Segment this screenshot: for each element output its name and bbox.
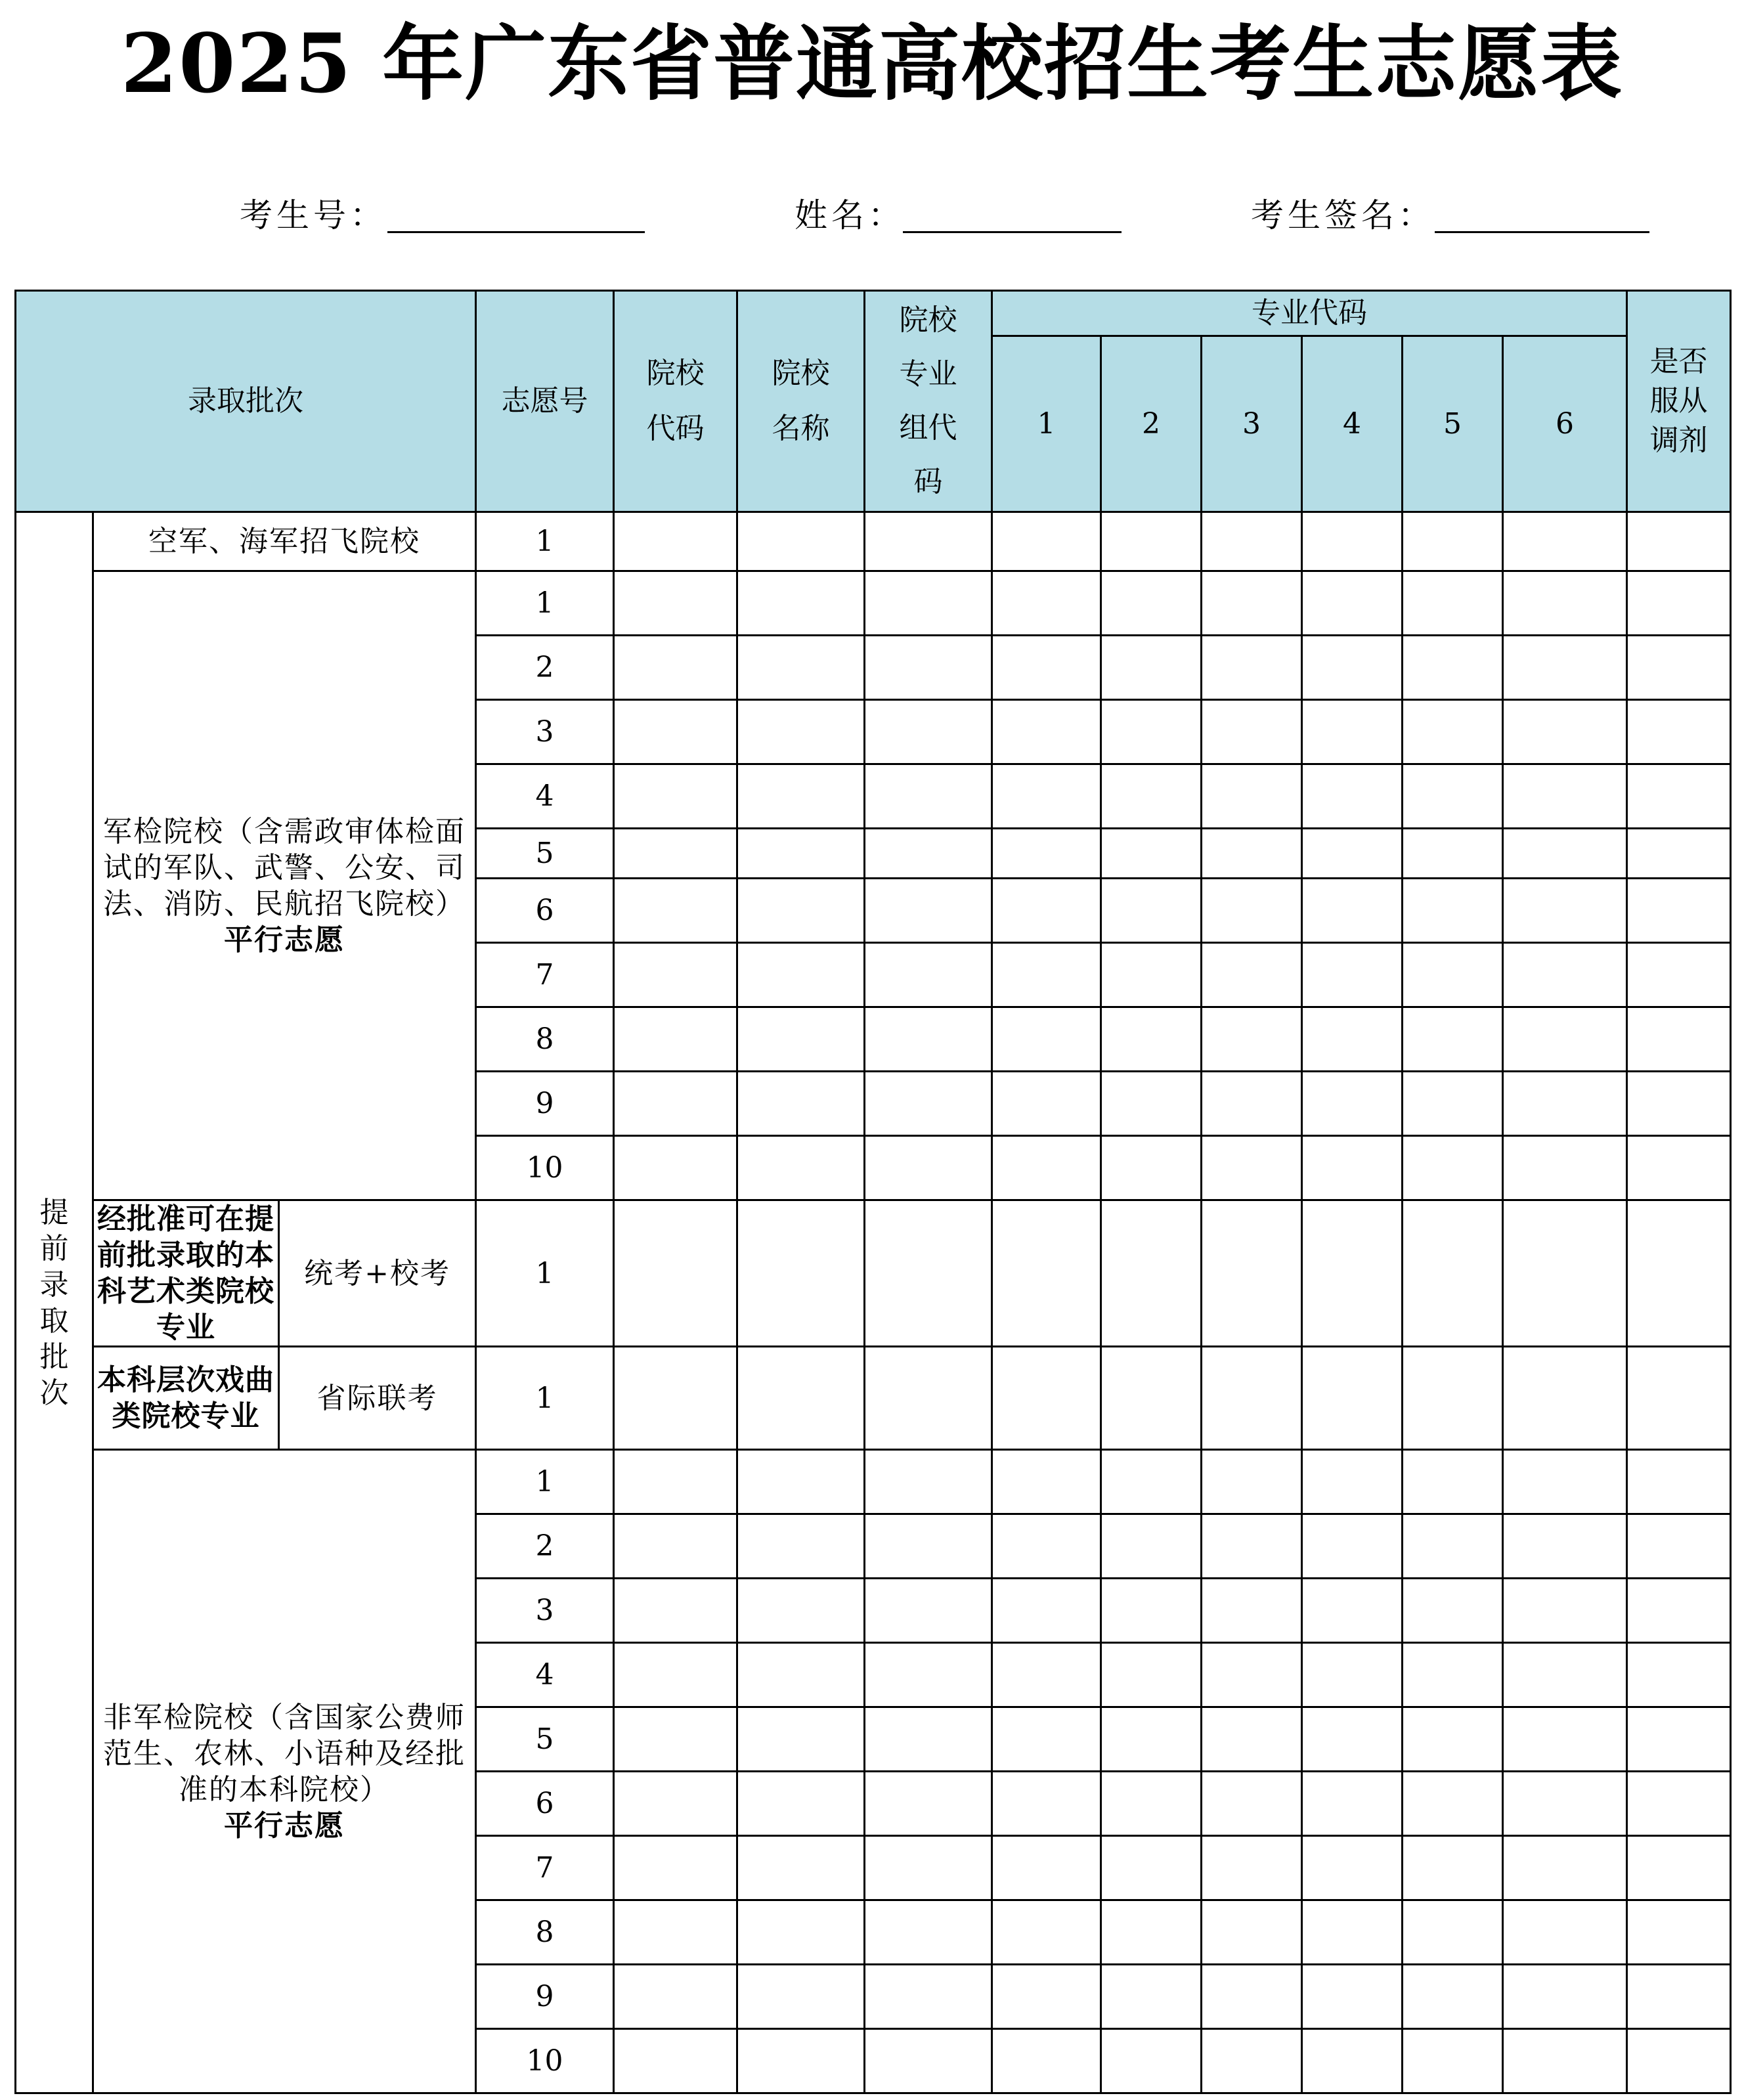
entry-cell[interactable] [1627,1200,1731,1347]
entry-cell[interactable] [1101,879,1202,943]
entry-cell[interactable] [1101,764,1202,829]
entry-cell[interactable] [1503,1772,1627,1836]
entry-cell[interactable] [1302,1772,1403,1836]
wish-number: 8 [476,1900,614,1965]
entry-cell[interactable] [614,700,737,764]
entry-cell[interactable] [1101,571,1202,636]
header-major-3: 3 [1202,336,1302,512]
entry-cell[interactable] [614,1450,737,1514]
entry-cell[interactable] [614,879,737,943]
wish-number: 1 [476,1450,614,1514]
entry-cell[interactable] [737,636,865,700]
entry-cell[interactable] [1503,1072,1627,1136]
entry-cell[interactable] [1403,512,1503,571]
entry-cell[interactable] [992,1772,1101,1836]
entry-cell[interactable] [614,764,737,829]
entry-cell[interactable] [1627,700,1731,764]
entry-cell[interactable] [1403,764,1503,829]
wish-number: 1 [476,571,614,636]
section-art-exam-type: 统考+校考 [279,1200,476,1347]
entry-cell[interactable] [737,879,865,943]
entry-cell[interactable] [992,1200,1101,1347]
entry-cell[interactable] [865,1072,992,1136]
header-major-6: 6 [1503,336,1627,512]
entry-cell[interactable] [992,1514,1101,1579]
entry-cell[interactable] [992,1707,1101,1772]
entry-cell[interactable] [1202,1514,1302,1579]
entry-cell[interactable] [737,1514,865,1579]
entry-cell[interactable] [1503,1200,1627,1347]
entry-cell[interactable] [737,1836,865,1900]
entry-cell[interactable] [614,636,737,700]
entry-cell[interactable] [1627,1072,1731,1136]
entry-cell[interactable] [992,1643,1101,1707]
entry-cell[interactable] [1101,1347,1202,1450]
entry-cell[interactable] [1101,1072,1202,1136]
wish-number: 6 [476,1772,614,1836]
entry-cell[interactable] [1202,1772,1302,1836]
header-batch: 录取批次 [16,291,476,512]
entry-cell[interactable] [614,1965,737,2029]
entry-cell[interactable] [1302,1200,1403,1347]
entry-cell[interactable] [992,1836,1101,1900]
entry-cell[interactable] [1302,1514,1403,1579]
entry-cell[interactable] [1503,1450,1627,1514]
entry-cell[interactable] [1403,571,1503,636]
entry-cell[interactable] [992,1347,1101,1450]
entry-cell[interactable] [1503,1514,1627,1579]
entry-cell[interactable] [1101,829,1202,879]
entry-cell[interactable] [992,943,1101,1007]
wish-number: 7 [476,943,614,1007]
entry-cell[interactable] [992,1136,1101,1200]
entry-cell[interactable] [1503,943,1627,1007]
entry-cell[interactable] [1302,764,1403,829]
section-military-text: 军检院校（含需政审体检面试的军队、武警、公安、司法、消防、民航招飞院校） [103,814,466,921]
entry-cell[interactable] [865,1136,992,1200]
entry-cell[interactable] [737,571,865,636]
entry-cell[interactable] [1302,1965,1403,2029]
entry-cell[interactable] [865,829,992,879]
wish-number: 10 [476,2029,614,2093]
name-input-line[interactable] [903,231,1122,233]
entry-cell[interactable] [1101,943,1202,1007]
section-military-tag: 平行志愿 [224,923,345,957]
entry-cell[interactable] [1627,1707,1731,1772]
entry-cell[interactable] [865,1007,992,1072]
entry-cell[interactable] [1403,943,1503,1007]
entry-cell[interactable] [737,943,865,1007]
wish-number: 8 [476,1007,614,1072]
entry-cell[interactable] [1627,1772,1731,1836]
header-major-1: 1 [992,336,1101,512]
entry-cell[interactable] [992,2029,1101,2093]
entry-cell[interactable] [737,1707,865,1772]
entry-cell[interactable] [1202,1965,1302,2029]
entry-cell[interactable] [1202,1007,1302,1072]
entry-cell[interactable] [1202,1136,1302,1200]
table-row [16,512,1731,571]
entry-cell[interactable] [614,1772,737,1836]
entry-cell[interactable] [1503,571,1627,636]
entry-cell[interactable] [865,1514,992,1579]
entry-cell[interactable] [1403,1200,1503,1347]
entry-cell[interactable] [1627,1643,1731,1707]
entry-cell[interactable] [614,1136,737,1200]
entry-cell[interactable] [1627,764,1731,829]
entry-cell[interactable] [737,1007,865,1072]
entry-cell[interactable] [1101,700,1202,764]
section-nonmilitary-tag: 平行志愿 [224,1808,345,1843]
entry-cell[interactable] [1627,1007,1731,1072]
entry-cell[interactable] [865,1347,992,1450]
entry-cell[interactable] [1403,1772,1503,1836]
entry-cell[interactable] [1202,1072,1302,1136]
wish-number: 5 [476,1707,614,1772]
entry-cell[interactable] [1503,1900,1627,1965]
entry-cell[interactable] [1302,1136,1403,1200]
name-label: 姓名： [795,196,905,234]
entry-cell[interactable] [1101,1007,1202,1072]
entry-cell[interactable] [992,1579,1101,1643]
wish-number: 4 [476,764,614,829]
entry-cell[interactable] [992,1965,1101,2029]
entry-cell[interactable] [614,2029,737,2093]
entry-cell[interactable] [1302,636,1403,700]
entry-cell[interactable] [992,764,1101,829]
header-adjust: 是否 服从 调剂 [1627,291,1731,512]
entry-cell[interactable] [1503,636,1627,700]
entry-cell[interactable] [1302,1900,1403,1965]
wish-number: 3 [476,1579,614,1643]
entry-cell[interactable] [865,764,992,829]
entry-cell[interactable] [1403,1965,1503,2029]
form-title: 2025 年广东省普通高校招生考生志愿表 [120,16,1624,112]
entry-cell[interactable] [1403,1007,1503,1072]
entry-cell[interactable] [737,764,865,829]
entry-cell[interactable] [1302,943,1403,1007]
entry-cell[interactable] [1503,1136,1627,1200]
entry-cell[interactable] [1403,1836,1503,1900]
entry-cell[interactable] [992,1007,1101,1072]
entry-cell[interactable] [1202,879,1302,943]
entry-cell[interactable] [992,512,1101,571]
entry-cell[interactable] [1627,1450,1731,1514]
entry-cell[interactable] [1302,1450,1403,1514]
wish-number: 10 [476,1136,614,1200]
section-military-label [93,571,476,1200]
entry-cell[interactable] [1302,1072,1403,1136]
entry-cell[interactable] [865,1579,992,1643]
section-nonmilitary-text: 非军检院校（含国家公费师范生、农林、小语种及经批准的本科院校） [103,1700,466,1806]
entry-cell[interactable] [737,512,865,571]
entry-cell[interactable] [865,1643,992,1707]
entry-cell[interactable] [865,1200,992,1347]
entry-cell[interactable] [1202,1643,1302,1707]
entry-cell[interactable] [1101,1200,1202,1347]
entry-cell[interactable] [1302,2029,1403,2093]
wish-number: 1 [476,512,614,571]
entry-cell[interactable] [992,879,1101,943]
entry-cell[interactable] [1302,1579,1403,1643]
entry-cell[interactable] [614,1579,737,1643]
wish-number: 2 [476,1514,614,1579]
exam-no-label: 考生号： [240,196,387,234]
entry-cell[interactable] [1202,1579,1302,1643]
wish-number: 9 [476,1965,614,2029]
entry-cell[interactable] [1503,1643,1627,1707]
section-nonmilitary-label [93,1450,476,2093]
entry-cell[interactable] [1403,1707,1503,1772]
entry-cell[interactable] [1403,1514,1503,1579]
entry-cell[interactable] [1403,1579,1503,1643]
header-major-code: 专业代码 [992,291,1627,336]
entry-cell[interactable] [1627,943,1731,1007]
wish-number: 6 [476,879,614,943]
entry-cell[interactable] [1503,1965,1627,2029]
entry-cell[interactable] [1302,1836,1403,1900]
entry-cell[interactable] [1101,1707,1202,1772]
entry-cell[interactable] [1302,571,1403,636]
entry-cell[interactable] [1503,512,1627,571]
entry-cell[interactable] [614,1900,737,1965]
header-major-4: 4 [1302,336,1403,512]
entry-cell[interactable] [1403,1347,1503,1450]
section-art-label: 经批准可在提前批录取的本科艺术类院校专业 [93,1200,279,1347]
header-wish-no: 志愿号 [476,291,614,512]
entry-cell[interactable] [1627,512,1731,571]
entry-cell[interactable] [1202,1450,1302,1514]
entry-cell[interactable] [865,1707,992,1772]
entry-cell[interactable] [1627,1900,1731,1965]
entry-cell[interactable] [1627,2029,1731,2093]
entry-cell[interactable] [1202,571,1302,636]
batch-name-vertical: 提 前 录 取 批 次 [16,512,93,2093]
entry-cell[interactable] [614,1347,737,1450]
section-opera-label: 本科层次戏曲类院校专业 [93,1347,279,1450]
entry-cell[interactable] [992,700,1101,764]
entry-cell[interactable] [1101,2029,1202,2093]
entry-cell[interactable] [614,512,737,571]
entry-cell[interactable] [1101,1514,1202,1579]
application-table [14,290,1732,2094]
entry-cell[interactable] [1403,1900,1503,1965]
entry-cell[interactable] [1302,700,1403,764]
entry-cell[interactable] [1101,1450,1202,1514]
entry-cell[interactable] [1202,943,1302,1007]
entry-cell[interactable] [1202,829,1302,879]
entry-cell[interactable] [865,1900,992,1965]
entry-cell[interactable] [1202,1200,1302,1347]
entry-cell[interactable] [1202,1347,1302,1450]
entry-cell[interactable] [1403,1643,1503,1707]
entry-cell[interactable] [1503,1007,1627,1072]
entry-cell[interactable] [1202,1900,1302,1965]
entry-cell[interactable] [1403,700,1503,764]
entry-cell[interactable] [865,700,992,764]
entry-cell[interactable] [1403,879,1503,943]
entry-cell[interactable] [1302,1643,1403,1707]
header-school-code: 院校 代码 [614,291,737,512]
entry-cell[interactable] [1627,1514,1731,1579]
entry-cell[interactable] [614,1072,737,1136]
entry-cell[interactable] [1503,1347,1627,1450]
entry-cell[interactable] [1403,1136,1503,1200]
entry-cell[interactable] [1302,512,1403,571]
entry-cell[interactable] [992,1072,1101,1136]
entry-cell[interactable] [1627,1836,1731,1900]
signature-label: 考生签名： [1251,196,1435,234]
entry-cell[interactable] [1403,1450,1503,1514]
entry-cell[interactable] [865,512,992,571]
header-major-5: 5 [1403,336,1503,512]
entry-cell[interactable] [992,1450,1101,1514]
entry-cell[interactable] [1503,829,1627,879]
section-airforce-label: 空军、海军招飞院校 [93,512,476,571]
section-opera-exam-type: 省际联考 [279,1347,476,1450]
entry-cell[interactable] [865,879,992,943]
entry-cell[interactable] [865,1836,992,1900]
wish-number: 2 [476,636,614,700]
table-row [16,1347,1731,1450]
entry-cell[interactable] [614,943,737,1007]
header-major-2: 2 [1101,336,1202,512]
entry-cell[interactable] [1627,636,1731,700]
table-row [16,1450,1731,1514]
entry-cell[interactable] [614,1643,737,1707]
entry-cell[interactable] [1503,700,1627,764]
entry-cell[interactable] [865,1772,992,1836]
wish-number: 7 [476,1836,614,1900]
entry-cell[interactable] [1101,1836,1202,1900]
entry-cell[interactable] [1202,700,1302,764]
entry-cell[interactable] [1627,1965,1731,2029]
entry-cell[interactable] [865,636,992,700]
entry-cell[interactable] [614,1200,737,1347]
entry-cell[interactable] [1101,636,1202,700]
entry-cell[interactable] [1503,1836,1627,1900]
entry-cell[interactable] [1101,1965,1202,2029]
entry-cell[interactable] [1627,879,1731,943]
entry-cell[interactable] [1627,1579,1731,1643]
entry-cell[interactable] [1627,571,1731,636]
entry-cell[interactable] [865,2029,992,2093]
entry-cell[interactable] [1202,1836,1302,1900]
entry-cell[interactable] [1627,1347,1731,1450]
entry-cell[interactable] [1403,636,1503,700]
entry-cell[interactable] [1403,829,1503,879]
entry-cell[interactable] [1627,1136,1731,1200]
entry-cell[interactable] [614,1836,737,1900]
entry-cell[interactable] [614,1007,737,1072]
entry-cell[interactable] [614,829,737,879]
entry-cell[interactable] [992,829,1101,879]
wish-number: 3 [476,700,614,764]
entry-cell[interactable] [1202,764,1302,829]
entry-cell[interactable] [737,1347,865,1450]
entry-cell[interactable] [737,1772,865,1836]
entry-cell[interactable] [1403,1072,1503,1136]
entry-cell[interactable] [737,1579,865,1643]
entry-cell[interactable] [614,1707,737,1772]
table-row [16,1200,1731,1347]
wish-number: 5 [476,829,614,879]
wish-number: 4 [476,1643,614,1707]
entry-cell[interactable] [1101,1900,1202,1965]
entry-cell[interactable] [865,1450,992,1514]
entry-cell[interactable] [1101,1579,1202,1643]
entry-cell[interactable] [1302,1707,1403,1772]
entry-cell[interactable] [737,1643,865,1707]
header-school-name: 院校 名称 [737,291,865,512]
entry-cell[interactable] [1503,2029,1627,2093]
entry-cell[interactable] [1101,1772,1202,1836]
entry-cell[interactable] [737,1072,865,1136]
entry-cell[interactable] [1503,1707,1627,1772]
entry-cell[interactable] [865,1965,992,2029]
entry-cell[interactable] [737,2029,865,2093]
entry-cell[interactable] [992,1900,1101,1965]
entry-cell[interactable] [737,1136,865,1200]
entry-cell[interactable] [865,943,992,1007]
entry-cell[interactable] [737,829,865,879]
entry-cell[interactable] [1202,1707,1302,1772]
wish-number: 1 [476,1347,614,1450]
entry-cell[interactable] [1302,1007,1403,1072]
entry-cell[interactable] [1503,1579,1627,1643]
signature-input-line[interactable] [1435,231,1649,233]
entry-cell[interactable] [1302,1347,1403,1450]
entry-cell[interactable] [737,1200,865,1347]
wish-number: 1 [476,1200,614,1347]
entry-cell[interactable] [1503,879,1627,943]
entry-cell[interactable] [737,1965,865,2029]
entry-cell[interactable] [1202,2029,1302,2093]
entry-cell[interactable] [614,1514,737,1579]
entry-cell[interactable] [737,1450,865,1514]
entry-cell[interactable] [737,700,865,764]
entry-cell[interactable] [737,1900,865,1965]
entry-cell[interactable] [992,636,1101,700]
entry-cell[interactable] [1627,829,1731,879]
header-group-code: 院校 专业 组代 码 [865,291,992,512]
entry-cell[interactable] [1503,764,1627,829]
entry-cell[interactable] [1101,512,1202,571]
wish-number: 9 [476,1072,614,1136]
entry-cell[interactable] [1202,636,1302,700]
entry-cell[interactable] [614,571,737,636]
table-row [16,571,1731,636]
entry-cell[interactable] [1302,829,1403,879]
entry-cell[interactable] [1101,1136,1202,1200]
entry-cell[interactable] [865,571,992,636]
exam-no-input-line[interactable] [387,231,645,233]
entry-cell[interactable] [1101,1643,1202,1707]
entry-cell[interactable] [1403,2029,1503,2093]
entry-cell[interactable] [1302,879,1403,943]
entry-cell[interactable] [992,571,1101,636]
entry-cell[interactable] [1202,512,1302,571]
